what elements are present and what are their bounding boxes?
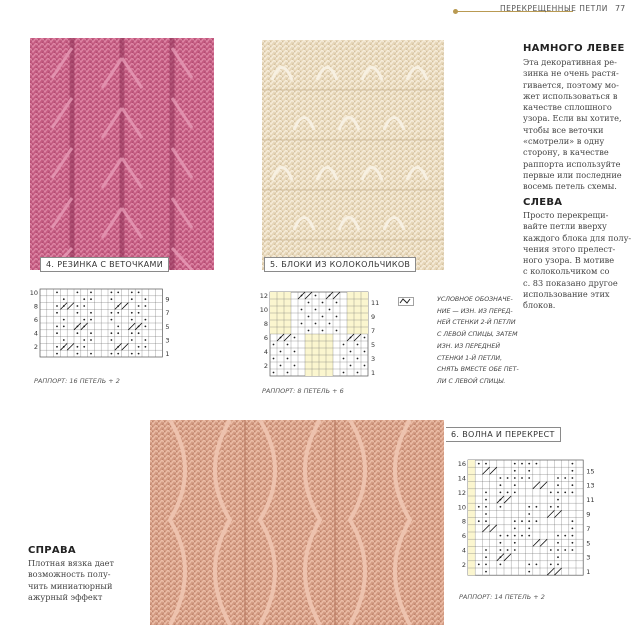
sidebar-text-line: чения этого прелест-: [523, 243, 616, 254]
chart-purl-dot: [485, 492, 487, 494]
chart-row-number: 3: [165, 336, 170, 345]
chart-purl-dot: [528, 535, 530, 537]
legend-line: ИЗН. ИЗ ПЕРЕДНЕЙ: [437, 342, 501, 350]
chart-pattern-6: [456, 458, 602, 586]
sidebar-text-2: [523, 210, 631, 312]
chart-purl-dot: [557, 556, 559, 558]
chart-row-number: 8: [33, 302, 38, 311]
chart-purl-dot: [528, 571, 530, 573]
chart-purl-dot: [117, 292, 119, 294]
sidebar-text-line: зинка не очень растя-: [523, 68, 619, 79]
chart-purl-dot: [273, 358, 275, 360]
chart-row-number: 12: [457, 488, 466, 497]
sidebar-text-left: [28, 558, 114, 603]
page-number: 77: [615, 4, 626, 13]
chart-purl-dot: [131, 319, 133, 321]
chart-purl-dot: [478, 564, 480, 566]
chart-row-number: 7: [371, 326, 376, 335]
chart-purl-dot: [500, 506, 502, 508]
chart-purl-dot: [138, 332, 140, 334]
chart-purl-dot: [315, 309, 317, 311]
chart-purl-dot: [90, 339, 92, 341]
chart-purl-dot: [90, 298, 92, 300]
chart-purl-dot: [572, 477, 574, 479]
chart-purl-dot: [343, 358, 345, 360]
chart-purl-dot: [117, 312, 119, 314]
chart-purl-dot: [343, 344, 345, 346]
chart-purl-dot: [514, 477, 516, 479]
chart-purl-dot: [83, 319, 85, 321]
knit-photo-pattern-4: [30, 38, 214, 270]
chart-row-number: 2: [263, 361, 268, 370]
chart-row-number: 1: [586, 568, 591, 577]
chart-purl-dot: [550, 492, 552, 494]
chart-purl-dot: [557, 549, 559, 551]
chart-purl-dot: [528, 477, 530, 479]
chart-purl-dot: [528, 513, 530, 515]
sidebar-text-line: «смотрели» в одну: [523, 136, 605, 147]
chart-purl-dot: [315, 295, 317, 297]
chart-purl-dot: [507, 535, 509, 537]
chart-purl-dot: [478, 506, 480, 508]
knit-photo-pattern-6: [150, 420, 444, 625]
chart-purl-dot: [514, 484, 516, 486]
chart-row-number: 1: [371, 368, 376, 377]
chart-purl-dot: [350, 365, 352, 367]
caption-title: РЕЗИНКА С ВЕТОЧКАМИ: [57, 260, 164, 269]
chart-pattern-4: [28, 287, 178, 365]
chart-purl-dot: [138, 292, 140, 294]
chart-purl-dot: [280, 365, 282, 367]
chart-purl-dot: [287, 372, 289, 374]
chart-purl-dot: [56, 353, 58, 355]
rapport-pattern-5: РАППОРТ: 8 ПЕТЕЛЬ + 6: [262, 387, 344, 395]
chart-row-number: 2: [33, 343, 38, 352]
chart-purl-dot: [83, 298, 85, 300]
rapport-pattern-4: РАППОРТ: 16 ПЕТЕЛЬ + 2: [34, 377, 120, 385]
chart-row-number: 3: [586, 553, 591, 562]
chart-purl-dot: [485, 549, 487, 551]
caption-pattern-6: [446, 427, 561, 442]
chart-purl-dot: [145, 298, 147, 300]
chart-row-number: 6: [263, 333, 268, 342]
chart-purl-dot: [301, 309, 303, 311]
sidebar-text-line: раппорта используйте: [523, 158, 621, 169]
sidebar-text-line: с колокольчиком со: [523, 266, 610, 277]
chart-purl-dot: [111, 332, 113, 334]
chart-purl-dot: [77, 292, 79, 294]
chart-purl-dot: [536, 463, 538, 465]
sidebar-text-line: блоков.: [523, 300, 556, 311]
chart-purl-dot: [557, 564, 559, 566]
legend-symbol-icon: [398, 297, 418, 307]
sidebar-text-line: вайте петли вверху: [523, 221, 607, 232]
chart-purl-dot: [572, 484, 574, 486]
chart-purl-dot: [572, 528, 574, 530]
sidebar-text-line: качестве сплошного: [523, 102, 612, 113]
chart-purl-dot: [329, 323, 331, 325]
chart-pattern-5: [258, 290, 386, 380]
chart-purl-dot: [557, 492, 559, 494]
chart-purl-dot: [343, 372, 345, 374]
chart-purl-dot: [536, 564, 538, 566]
chart-purl-dot: [528, 528, 530, 530]
sidebar-title-1: НАМНОГО ЛЕВЕЕ: [523, 43, 625, 54]
sidebar-text-line: ажурный эффект: [28, 591, 103, 602]
chart-purl-dot: [478, 463, 480, 465]
running-head: ПЕРЕКРЕЩЕННЫЕ ПЕТЛИ: [500, 4, 608, 13]
chart-purl-dot: [145, 339, 147, 341]
chart-purl-dot: [514, 535, 516, 537]
chart-purl-dot: [500, 492, 502, 494]
chart-purl-dot: [273, 372, 275, 374]
chart-purl-dot: [138, 305, 140, 307]
chart-purl-dot: [550, 549, 552, 551]
chart-row-number: 5: [165, 322, 170, 331]
legend-line: НЕЙ СТЕНКИ 2-Й ПЕТЛИ: [437, 319, 516, 327]
caption-title: БЛОКИ ИЗ КОЛОКОЛЬЧИКОВ: [281, 260, 411, 269]
sidebar-text-1: [523, 57, 622, 193]
chart-purl-dot: [336, 330, 338, 332]
chart-purl-dot: [500, 542, 502, 544]
chart-row-number: 10: [259, 305, 268, 314]
chart-purl-dot: [294, 365, 296, 367]
chart-purl-dot: [350, 351, 352, 353]
chart-row-number: 4: [263, 347, 268, 356]
chart-purl-dot: [90, 319, 92, 321]
chart-purl-dot: [111, 292, 113, 294]
chart-purl-dot: [131, 298, 133, 300]
chart-purl-dot: [514, 470, 516, 472]
caption-number: 6.: [451, 430, 460, 439]
legend-line: УСЛОВНОЕ ОБОЗНАЧЕ-: [437, 296, 513, 303]
chart-purl-dot: [364, 351, 366, 353]
legend-line: СТЕНКИ 1-Й ПЕТЛИ,: [437, 354, 503, 362]
sidebar-title-2: СЛЕВА: [523, 197, 563, 208]
chart-purl-dot: [485, 564, 487, 566]
chart-purl-dot: [308, 330, 310, 332]
chart-purl-dot: [564, 535, 566, 537]
chart-purl-dot: [507, 477, 509, 479]
chart-row-number: 4: [461, 546, 466, 555]
chart-purl-dot: [145, 346, 147, 348]
chart-row-number: 5: [371, 340, 376, 349]
chart-purl-dot: [572, 463, 574, 465]
chart-purl-dot: [138, 312, 140, 314]
sidebar-text-line: каждого блока для полу-: [523, 232, 632, 243]
chart-purl-dot: [514, 549, 516, 551]
chart-row-number: 9: [165, 295, 170, 304]
chart-purl-dot: [357, 358, 359, 360]
chart-purl-dot: [336, 302, 338, 304]
chart-purl-dot: [77, 312, 79, 314]
chart-purl-dot: [83, 346, 85, 348]
chart-purl-dot: [77, 332, 79, 334]
chart-row-number: 5: [586, 539, 591, 548]
chart-purl-dot: [83, 305, 85, 307]
sidebar-text-line: использование этих: [523, 289, 610, 300]
chart-purl-dot: [500, 484, 502, 486]
chart-purl-dot: [145, 319, 147, 321]
chart-row-number: 8: [461, 517, 466, 526]
chart-purl-dot: [521, 477, 523, 479]
chart-purl-dot: [336, 316, 338, 318]
chart-purl-dot: [485, 520, 487, 522]
rapport-pattern-6: РАППОРТ: 14 ПЕТЕЛЬ + 2: [459, 593, 545, 601]
chart-row-number: 6: [33, 315, 38, 324]
chart-purl-dot: [131, 312, 133, 314]
chart-purl-dot: [557, 506, 559, 508]
chart-purl-dot: [287, 344, 289, 346]
chart-purl-dot: [315, 323, 317, 325]
sidebar-text-line: Эта декоративная ре-: [523, 57, 617, 67]
chart-row-number: 6: [461, 532, 466, 541]
chart-purl-dot: [507, 492, 509, 494]
sidebar-text-line: сторону, в качестве: [523, 147, 609, 158]
chart-purl-dot: [557, 542, 559, 544]
chart-purl-dot: [117, 353, 119, 355]
chart-purl-dot: [557, 484, 559, 486]
chart-row-number: 7: [165, 309, 170, 318]
sidebar-text-line: ного узора. В мотиве: [523, 255, 615, 266]
chart-purl-dot: [294, 351, 296, 353]
chart-purl-dot: [528, 520, 530, 522]
chart-purl-dot: [131, 353, 133, 355]
chart-row-number: 10: [29, 288, 38, 297]
chart-purl-dot: [322, 316, 324, 318]
chart-purl-dot: [500, 549, 502, 551]
chart-purl-dot: [322, 302, 324, 304]
legend-explanation: [437, 294, 519, 388]
chart-purl-dot: [557, 499, 559, 501]
legend-line: С ЛЕВОЙ СПИЦЫ, ЗАТЕМ: [437, 331, 518, 339]
caption-number: 5.: [270, 260, 279, 269]
chart-purl-dot: [131, 339, 133, 341]
chart-purl-dot: [500, 535, 502, 537]
chart-purl-dot: [322, 330, 324, 332]
chart-row-number: 8: [263, 319, 268, 328]
chart-row-number: 16: [457, 460, 466, 469]
chart-purl-dot: [308, 302, 310, 304]
chart-row-number: 9: [371, 312, 376, 321]
chart-purl-dot: [478, 520, 480, 522]
sidebar-text-line: жет использоваться в: [523, 90, 618, 101]
chart-purl-dot: [111, 312, 113, 314]
chart-purl-dot: [572, 542, 574, 544]
sidebar-text-line: Просто перекрещи-: [523, 210, 609, 220]
chart-row-number: 13: [586, 481, 595, 490]
chart-row-number: 9: [586, 510, 591, 519]
chart-purl-dot: [111, 339, 113, 341]
chart-purl-dot: [485, 513, 487, 515]
chart-purl-dot: [90, 353, 92, 355]
chart-purl-dot: [557, 535, 559, 537]
chart-purl-dot: [485, 571, 487, 573]
chart-purl-dot: [572, 492, 574, 494]
chart-purl-dot: [301, 323, 303, 325]
chart-purl-dot: [63, 298, 65, 300]
chart-purl-dot: [528, 506, 530, 508]
sidebar-text-line: возможность полу-: [28, 569, 111, 580]
chart-purl-dot: [111, 353, 113, 355]
chart-purl-dot: [111, 298, 113, 300]
chart-purl-dot: [528, 463, 530, 465]
sidebar-text-line: узора. Если вы хотите,: [523, 113, 622, 124]
chart-purl-dot: [572, 520, 574, 522]
chart-purl-dot: [521, 463, 523, 465]
caption-pattern-4: [40, 257, 169, 272]
sidebar-text-line: Плотная вязка дает: [28, 558, 115, 568]
chart-purl-dot: [500, 564, 502, 566]
chart-purl-dot: [521, 520, 523, 522]
chart-purl-dot: [514, 520, 516, 522]
chart-purl-dot: [528, 564, 530, 566]
chart-purl-dot: [514, 528, 516, 530]
chart-row-number: 4: [33, 329, 38, 338]
chart-purl-dot: [485, 506, 487, 508]
chart-purl-dot: [111, 319, 113, 321]
chart-purl-dot: [63, 339, 65, 341]
chart-purl-dot: [357, 344, 359, 346]
chart-purl-dot: [145, 305, 147, 307]
chart-purl-dot: [364, 337, 366, 339]
legend-line: ЛИ С ЛЕВОЙ СПИЦЫ.: [437, 377, 506, 385]
chart-purl-dot: [56, 346, 58, 348]
chart-purl-dot: [56, 332, 58, 334]
caption-pattern-5: [264, 257, 416, 272]
chart-purl-dot: [287, 358, 289, 360]
chart-purl-dot: [564, 477, 566, 479]
chart-purl-dot: [500, 477, 502, 479]
chart-purl-dot: [514, 463, 516, 465]
chart-purl-dot: [557, 477, 559, 479]
legend-line: СНЯТЬ ВМЕСТЕ ОБЕ ПЕТ-: [437, 366, 519, 374]
chart-row-number: 11: [371, 298, 380, 307]
chart-row-number: 2: [461, 560, 466, 569]
chart-purl-dot: [536, 520, 538, 522]
chart-row-number: 12: [259, 291, 268, 300]
chart-purl-dot: [485, 556, 487, 558]
chart-purl-dot: [56, 326, 58, 328]
chart-purl-dot: [564, 549, 566, 551]
sidebar-text-line: с. 83 показано другое: [523, 277, 618, 288]
chart-purl-dot: [273, 344, 275, 346]
chart-purl-dot: [528, 470, 530, 472]
sidebar-text-line: чить миниатюрный: [28, 580, 113, 591]
chart-purl-dot: [485, 499, 487, 501]
chart-purl-dot: [550, 506, 552, 508]
chart-purl-dot: [77, 346, 79, 348]
chart-purl-dot: [56, 312, 58, 314]
sidebar-text-line: чтобы все веточки: [523, 124, 604, 135]
sidebar-text-line: восемь петель схемы.: [523, 181, 617, 192]
chart-purl-dot: [138, 353, 140, 355]
chart-purl-dot: [364, 365, 366, 367]
chart-purl-dot: [514, 492, 516, 494]
chart-purl-dot: [90, 292, 92, 294]
chart-purl-dot: [77, 305, 79, 307]
chart-purl-dot: [572, 470, 574, 472]
chart-purl-dot: [56, 305, 58, 307]
chart-purl-dot: [63, 319, 65, 321]
chart-row-number: 15: [586, 467, 595, 476]
chart-row-number: 11: [586, 496, 595, 505]
chart-row-number: 14: [457, 474, 466, 483]
chart-purl-dot: [308, 316, 310, 318]
knit-photo-pattern-5: [262, 40, 444, 270]
chart-purl-dot: [56, 292, 58, 294]
chart-purl-dot: [564, 492, 566, 494]
chart-row-number: 3: [371, 354, 376, 363]
chart-row-number: 1: [165, 349, 170, 358]
chart-purl-dot: [63, 326, 65, 328]
chart-purl-dot: [329, 309, 331, 311]
chart-purl-dot: [131, 332, 133, 334]
sidebar-text-line: гивается, поэтому мо-: [523, 79, 619, 90]
chart-purl-dot: [507, 549, 509, 551]
chart-purl-dot: [145, 326, 147, 328]
chart-purl-dot: [572, 535, 574, 537]
chart-row-number: 10: [457, 503, 466, 512]
chart-purl-dot: [77, 353, 79, 355]
chart-purl-dot: [572, 549, 574, 551]
legend-line: НИЕ — ИЗН. ИЗ ПЕРЕД-: [437, 307, 513, 315]
chart-purl-dot: [117, 332, 119, 334]
sidebar-title-left: СПРАВА: [28, 545, 76, 556]
chart-purl-dot: [280, 351, 282, 353]
chart-purl-dot: [294, 337, 296, 339]
chart-purl-dot: [485, 463, 487, 465]
chart-row-number: 7: [586, 524, 591, 533]
chart-purl-dot: [131, 292, 133, 294]
sidebar-text-line: первые или последние: [523, 169, 622, 180]
chart-purl-dot: [521, 535, 523, 537]
chart-purl-dot: [514, 542, 516, 544]
caption-number: 4.: [46, 260, 55, 269]
chart-purl-dot: [138, 346, 140, 348]
chart-purl-dot: [90, 312, 92, 314]
chart-purl-dot: [550, 564, 552, 566]
chart-purl-dot: [90, 332, 92, 334]
chart-purl-dot: [83, 339, 85, 341]
chart-purl-dot: [117, 326, 119, 328]
chart-purl-dot: [536, 506, 538, 508]
chart-purl-dot: [357, 372, 359, 374]
caption-title: ВОЛНА И ПЕРЕКРЕСТ: [462, 430, 555, 439]
